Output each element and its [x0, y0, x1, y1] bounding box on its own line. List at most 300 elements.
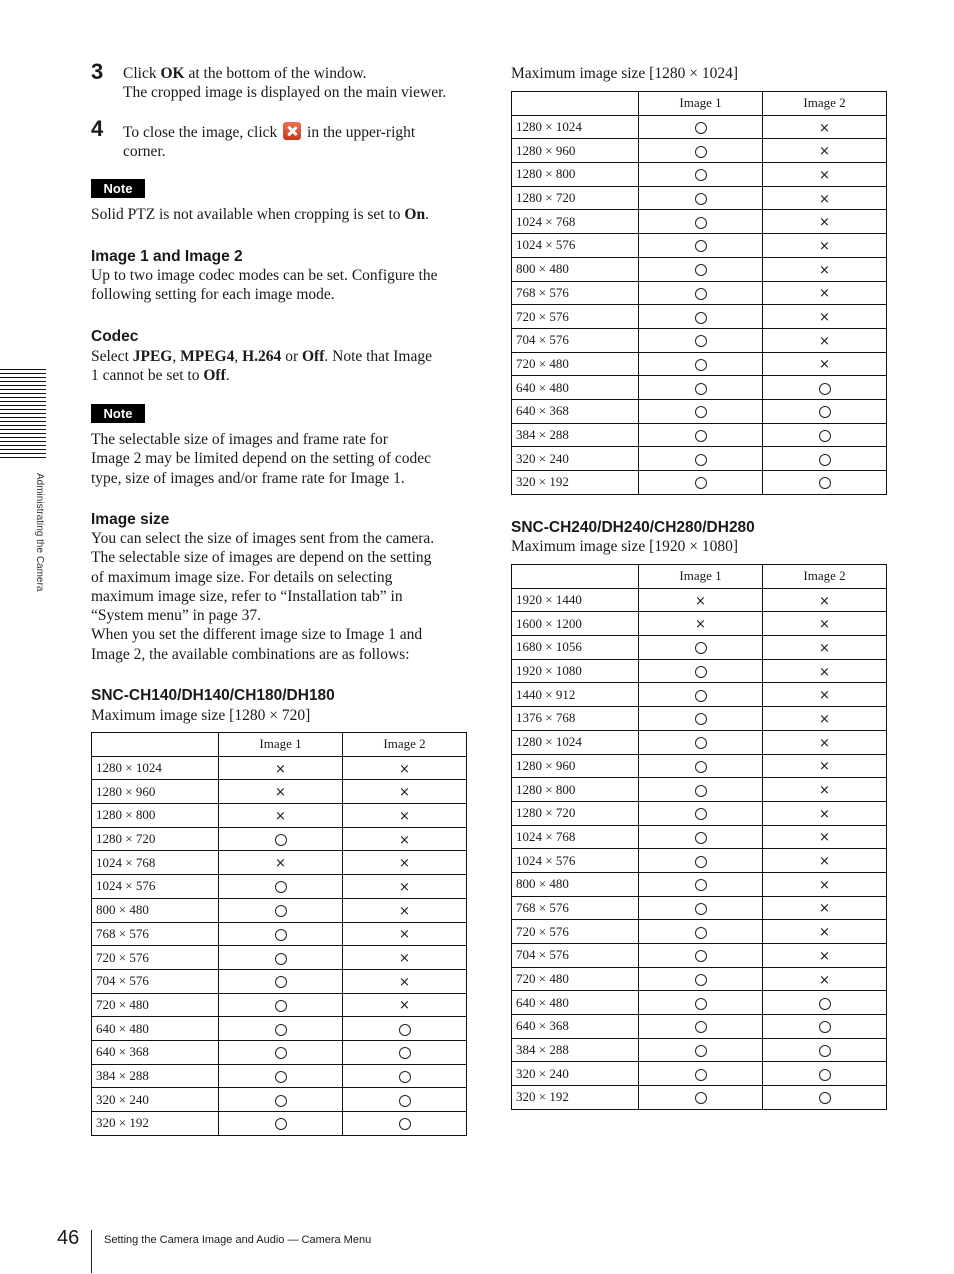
step-3-text — [123, 64, 473, 103]
model-heading-ch240: SNC-CH240/DH240/CH280/DH280 — [511, 519, 755, 536]
imagesize-line: maximum image size, refer to “Installation tab” in — [91, 587, 403, 605]
size-cell: 1024 × 576 — [92, 875, 219, 899]
table-row — [512, 896, 887, 920]
size-cell: 1280 × 800 — [512, 163, 639, 187]
available-circle-icon — [275, 834, 287, 846]
size-cell: 640 × 368 — [92, 1040, 219, 1064]
availability-cell — [639, 920, 763, 944]
unavailable-cross-icon: × — [819, 901, 830, 917]
available-circle-icon — [695, 169, 707, 181]
availability-cell — [639, 636, 763, 660]
availability-cell — [219, 851, 343, 875]
header-image-1: Image 1 — [219, 733, 343, 757]
unavailable-cross-icon: × — [819, 854, 830, 870]
table-ch240-1080 — [511, 564, 887, 1110]
imagesize-line: “System menu” in page 37. — [91, 607, 262, 625]
available-circle-icon — [695, 950, 707, 962]
available-circle-icon — [399, 1095, 411, 1107]
table-row — [92, 827, 467, 851]
table-row — [512, 707, 887, 731]
size-cell: 1024 × 768 — [92, 851, 219, 875]
footer-title: Setting the Camera Image and Audio — Camera Menu — [104, 1234, 372, 1246]
size-cell: 640 × 368 — [512, 399, 639, 423]
available-circle-icon — [275, 1000, 287, 1012]
available-circle-icon — [695, 312, 707, 324]
availability-cell — [763, 636, 887, 660]
availability-cell — [639, 447, 763, 471]
imagesize-line: When you set the different image size to Image 1 and — [91, 626, 423, 644]
header-image-2: Image 2 — [763, 92, 887, 116]
availability-cell — [343, 851, 467, 875]
available-circle-icon — [819, 406, 831, 418]
available-circle-icon — [695, 690, 707, 702]
size-cell: 1680 × 1056 — [512, 636, 639, 660]
availability-cell — [639, 825, 763, 849]
section-image12-text — [91, 266, 471, 305]
table-row — [512, 612, 887, 636]
availability-cell — [343, 922, 467, 946]
available-circle-icon — [695, 477, 707, 489]
max-size-label-1024: Maximum image size [1280 × 1024] — [511, 65, 738, 82]
size-cell: 768 × 576 — [512, 896, 639, 920]
availability-cell — [639, 896, 763, 920]
available-circle-icon — [819, 1092, 831, 1104]
header-size — [92, 733, 219, 757]
table-row — [512, 186, 887, 210]
table-row — [512, 659, 887, 683]
page-number: 46 — [57, 1227, 80, 1249]
available-circle-icon — [695, 761, 707, 773]
size-cell: 1280 × 720 — [512, 801, 639, 825]
unavailable-cross-icon: × — [819, 640, 830, 656]
unavailable-cross-icon: × — [819, 925, 830, 941]
availability-cell — [763, 612, 887, 636]
available-circle-icon — [695, 288, 707, 300]
availability-cell — [639, 186, 763, 210]
header-image-1: Image 1 — [639, 92, 763, 116]
available-circle-icon — [399, 1118, 411, 1130]
size-cell: 1280 × 960 — [512, 139, 639, 163]
availability-cell — [763, 1086, 887, 1110]
unavailable-cross-icon: × — [819, 593, 830, 609]
available-circle-icon — [399, 1071, 411, 1083]
table-row — [512, 778, 887, 802]
step-4-line2: corner. — [123, 143, 166, 161]
size-cell: 1280 × 720 — [92, 827, 219, 851]
availability-cell — [639, 399, 763, 423]
availability-cell — [763, 754, 887, 778]
note-1-text — [91, 205, 471, 224]
step-3-ok: OK — [160, 65, 185, 82]
codec-off: Off — [301, 348, 325, 365]
availability-cell — [763, 399, 887, 423]
size-cell: 704 × 576 — [512, 944, 639, 968]
available-circle-icon — [695, 642, 707, 654]
availability-cell — [219, 898, 343, 922]
availability-cell — [639, 801, 763, 825]
availability-cell — [763, 778, 887, 802]
codec-line2-post: . — [225, 367, 230, 385]
availability-cell — [343, 1112, 467, 1136]
table-ch140-720 — [91, 732, 467, 1136]
section-image12-line2: following setting for each image mode. — [91, 286, 335, 304]
available-circle-icon — [275, 1095, 287, 1107]
availability-cell — [763, 1015, 887, 1039]
available-circle-icon — [695, 406, 707, 418]
table-row — [92, 946, 467, 970]
table-header-row — [512, 565, 887, 589]
size-cell: 1024 × 576 — [512, 234, 639, 258]
size-cell: 640 × 368 — [512, 1015, 639, 1039]
available-circle-icon — [695, 430, 707, 442]
availability-cell — [219, 1017, 343, 1041]
availability-cell — [343, 804, 467, 828]
available-circle-icon — [695, 122, 707, 134]
table-row — [92, 922, 467, 946]
availability-cell — [763, 825, 887, 849]
availability-cell — [219, 756, 343, 780]
size-cell: 320 × 240 — [92, 1088, 219, 1112]
size-cell: 720 × 480 — [92, 993, 219, 1017]
size-cell: 1024 × 576 — [512, 849, 639, 873]
unavailable-cross-icon: × — [819, 711, 830, 727]
availability-cell — [343, 756, 467, 780]
availability-cell — [763, 305, 887, 329]
size-cell: 1440 × 912 — [512, 683, 639, 707]
table-row — [512, 801, 887, 825]
availability-cell — [343, 1040, 467, 1064]
size-cell: 320 × 240 — [512, 1062, 639, 1086]
availability-cell — [639, 778, 763, 802]
unavailable-cross-icon: × — [399, 951, 410, 967]
header-image-2: Image 2 — [763, 565, 887, 589]
availability-cell — [763, 967, 887, 991]
availability-cell — [343, 827, 467, 851]
available-circle-icon — [695, 264, 707, 276]
table-row — [512, 1038, 887, 1062]
imagesize-line: Image 2, the available combinations are as follows: — [91, 645, 410, 663]
unavailable-cross-icon: × — [819, 759, 830, 775]
availability-cell — [763, 1038, 887, 1062]
size-cell: 720 × 576 — [512, 305, 639, 329]
availability-cell — [763, 257, 887, 281]
unavailable-cross-icon: × — [399, 832, 410, 848]
header-image-1: Image 1 — [639, 565, 763, 589]
table-row — [512, 636, 887, 660]
size-cell: 1280 × 1024 — [512, 115, 639, 139]
table-row — [512, 849, 887, 873]
availability-cell — [639, 991, 763, 1015]
available-circle-icon — [695, 335, 707, 347]
table-row — [512, 471, 887, 495]
size-cell: 1920 × 1440 — [512, 588, 639, 612]
availability-cell — [639, 872, 763, 896]
availability-cell — [763, 849, 887, 873]
table-row — [512, 1062, 887, 1086]
table-row — [512, 944, 887, 968]
available-circle-icon — [275, 905, 287, 917]
table-header-row — [512, 92, 887, 116]
availability-cell — [763, 659, 887, 683]
size-cell: 1280 × 1024 — [512, 730, 639, 754]
available-circle-icon — [819, 998, 831, 1010]
table-row — [512, 683, 887, 707]
availability-cell — [219, 1088, 343, 1112]
available-circle-icon — [695, 903, 707, 915]
availability-cell — [639, 730, 763, 754]
codec-sep1: , — [172, 348, 181, 365]
size-cell: 640 × 480 — [92, 1017, 219, 1041]
available-circle-icon — [819, 1021, 831, 1033]
table-ch140-1024 — [511, 91, 887, 495]
codec-sep3: or — [281, 348, 302, 365]
availability-cell — [639, 707, 763, 731]
table-row — [512, 872, 887, 896]
size-cell: 720 × 576 — [92, 946, 219, 970]
unavailable-cross-icon: × — [819, 191, 830, 207]
chapter-tab-lines — [0, 369, 46, 461]
availability-cell — [763, 896, 887, 920]
availability-cell — [219, 1112, 343, 1136]
unavailable-cross-icon: × — [819, 948, 830, 964]
availability-cell — [219, 922, 343, 946]
note-badge-2: Note — [91, 404, 145, 423]
section-heading-image12: Image 1 and Image 2 — [91, 248, 243, 265]
table-row — [512, 991, 887, 1015]
available-circle-icon — [695, 1069, 707, 1081]
size-cell: 1280 × 800 — [92, 804, 219, 828]
available-circle-icon — [695, 713, 707, 725]
table-row — [512, 210, 887, 234]
note-2-line3: type, size of images and/or frame rate for Image 1. — [91, 469, 405, 487]
available-circle-icon — [695, 217, 707, 229]
unavailable-cross-icon: × — [819, 688, 830, 704]
availability-cell — [763, 281, 887, 305]
table-row — [512, 399, 887, 423]
available-circle-icon — [695, 193, 707, 205]
unavailable-cross-icon: × — [275, 761, 286, 777]
close-icon — [283, 122, 301, 140]
availability-cell — [639, 139, 763, 163]
size-cell: 640 × 480 — [512, 376, 639, 400]
note-2-line1: The selectable size of images and frame rate for — [91, 431, 388, 448]
unavailable-cross-icon: × — [819, 877, 830, 893]
size-cell: 768 × 576 — [92, 922, 219, 946]
availability-cell — [763, 707, 887, 731]
available-circle-icon — [695, 1021, 707, 1033]
size-cell: 384 × 288 — [512, 423, 639, 447]
unavailable-cross-icon: × — [819, 972, 830, 988]
availability-cell — [763, 210, 887, 234]
availability-cell — [763, 447, 887, 471]
availability-cell — [219, 946, 343, 970]
table-row — [512, 920, 887, 944]
unavailable-cross-icon: × — [819, 617, 830, 633]
availability-cell — [639, 967, 763, 991]
note-2-text — [91, 430, 471, 488]
table-row — [512, 328, 887, 352]
table-row — [512, 376, 887, 400]
size-cell: 800 × 480 — [92, 898, 219, 922]
table-row — [92, 780, 467, 804]
availability-cell — [343, 993, 467, 1017]
table-row — [512, 139, 887, 163]
table-row — [512, 1015, 887, 1039]
size-cell: 720 × 480 — [512, 352, 639, 376]
step-3-pre: Click — [123, 65, 161, 82]
availability-cell — [219, 780, 343, 804]
availability-cell — [343, 969, 467, 993]
unavailable-cross-icon: × — [819, 783, 830, 799]
table-row — [512, 730, 887, 754]
unavailable-cross-icon: × — [819, 262, 830, 278]
unavailable-cross-icon: × — [275, 808, 286, 824]
availability-cell — [763, 328, 887, 352]
size-cell: 1280 × 800 — [512, 778, 639, 802]
availability-cell — [763, 730, 887, 754]
available-circle-icon — [275, 976, 287, 988]
available-circle-icon — [695, 737, 707, 749]
table-row — [512, 588, 887, 612]
codec-mid: . Note that Image — [324, 348, 432, 365]
availability-cell — [763, 801, 887, 825]
imagesize-line: of maximum image size. For details on selecting — [91, 568, 393, 586]
available-circle-icon — [695, 666, 707, 678]
size-cell: 800 × 480 — [512, 872, 639, 896]
section-image12-line1: Up to two image codec modes can be set. Configure the — [91, 267, 438, 284]
size-cell: 320 × 192 — [92, 1112, 219, 1136]
step-4-post: in the upper-right — [303, 124, 416, 141]
unavailable-cross-icon: × — [819, 120, 830, 136]
section-heading-codec: Codec — [91, 328, 139, 345]
available-circle-icon — [275, 1047, 287, 1059]
step-3-line2: The cropped image is displayed on the main viewer. — [123, 84, 447, 102]
available-circle-icon — [819, 430, 831, 442]
codec-mpeg4: MPEG4 — [180, 348, 235, 365]
available-circle-icon — [695, 359, 707, 371]
availability-cell — [639, 328, 763, 352]
availability-cell — [219, 804, 343, 828]
size-cell: 720 × 576 — [512, 920, 639, 944]
unavailable-cross-icon: × — [819, 238, 830, 254]
size-cell: 640 × 480 — [512, 991, 639, 1015]
size-cell: 384 × 288 — [92, 1064, 219, 1088]
unavailable-cross-icon: × — [819, 215, 830, 231]
size-cell: 320 × 192 — [512, 1086, 639, 1110]
available-circle-icon — [695, 856, 707, 868]
table-row — [512, 163, 887, 187]
note-1-pre: Solid PTZ is not available when cropping is set to — [91, 206, 405, 223]
availability-cell — [763, 186, 887, 210]
unavailable-cross-icon: × — [399, 761, 410, 777]
available-circle-icon — [695, 383, 707, 395]
availability-cell — [639, 1038, 763, 1062]
available-circle-icon — [695, 927, 707, 939]
table-row — [92, 804, 467, 828]
table-row — [92, 898, 467, 922]
header-image-2: Image 2 — [343, 733, 467, 757]
availability-cell — [639, 352, 763, 376]
availability-cell — [639, 849, 763, 873]
max-size-label-720: Maximum image size [1280 × 720] — [91, 707, 311, 724]
codec-line2-pre: 1 cannot be set to — [91, 367, 204, 385]
size-cell: 1280 × 720 — [512, 186, 639, 210]
availability-cell — [639, 659, 763, 683]
size-cell: 1280 × 1024 — [92, 756, 219, 780]
available-circle-icon — [695, 974, 707, 986]
step-4-text — [123, 122, 473, 162]
availability-cell — [343, 946, 467, 970]
table-row — [512, 825, 887, 849]
unavailable-cross-icon: × — [695, 617, 706, 633]
available-circle-icon — [695, 832, 707, 844]
table-header-row — [92, 733, 467, 757]
available-circle-icon — [695, 1045, 707, 1057]
note-badge: Note — [91, 179, 145, 198]
step-4-pre: To close the image, click — [123, 124, 282, 141]
table-row — [512, 257, 887, 281]
imagesize-line: The selectable size of images are depend on the setting — [91, 549, 432, 567]
availability-cell — [639, 115, 763, 139]
table-row — [92, 1064, 467, 1088]
unavailable-cross-icon: × — [399, 903, 410, 919]
table-row — [512, 967, 887, 991]
size-cell: 1920 × 1080 — [512, 659, 639, 683]
availability-cell — [639, 1086, 763, 1110]
table-row — [92, 851, 467, 875]
availability-cell — [639, 754, 763, 778]
availability-cell — [763, 991, 887, 1015]
availability-cell — [639, 210, 763, 234]
availability-cell — [763, 115, 887, 139]
size-cell: 720 × 480 — [512, 967, 639, 991]
available-circle-icon — [695, 240, 707, 252]
size-cell: 1600 × 1200 — [512, 612, 639, 636]
availability-cell — [219, 875, 343, 899]
size-cell: 1024 × 768 — [512, 210, 639, 234]
size-cell: 768 × 576 — [512, 281, 639, 305]
available-circle-icon — [819, 454, 831, 466]
availability-cell — [343, 780, 467, 804]
size-cell: 384 × 288 — [512, 1038, 639, 1062]
note-1-bold: On — [404, 206, 426, 223]
availability-cell — [639, 234, 763, 258]
available-circle-icon — [695, 785, 707, 797]
available-circle-icon — [819, 1069, 831, 1081]
imagesize-line: You can select the size of images sent from the camera. — [91, 530, 435, 547]
availability-cell — [763, 471, 887, 495]
size-cell: 1376 × 768 — [512, 707, 639, 731]
available-circle-icon — [275, 1118, 287, 1130]
section-imagesize-text — [91, 529, 476, 664]
availability-cell — [639, 471, 763, 495]
available-circle-icon — [695, 808, 707, 820]
availability-cell — [763, 352, 887, 376]
available-circle-icon — [695, 998, 707, 1010]
table-row — [512, 115, 887, 139]
header-size — [512, 565, 639, 589]
unavailable-cross-icon: × — [399, 856, 410, 872]
codec-jpeg: JPEG — [132, 348, 173, 365]
codec-pre: Select — [91, 348, 133, 365]
step-number-3: 3 — [91, 59, 104, 84]
note-1-post: . — [425, 206, 429, 223]
size-cell: 800 × 480 — [512, 257, 639, 281]
availability-cell — [639, 944, 763, 968]
availability-cell — [763, 376, 887, 400]
table-row — [512, 1086, 887, 1110]
available-circle-icon — [819, 477, 831, 489]
